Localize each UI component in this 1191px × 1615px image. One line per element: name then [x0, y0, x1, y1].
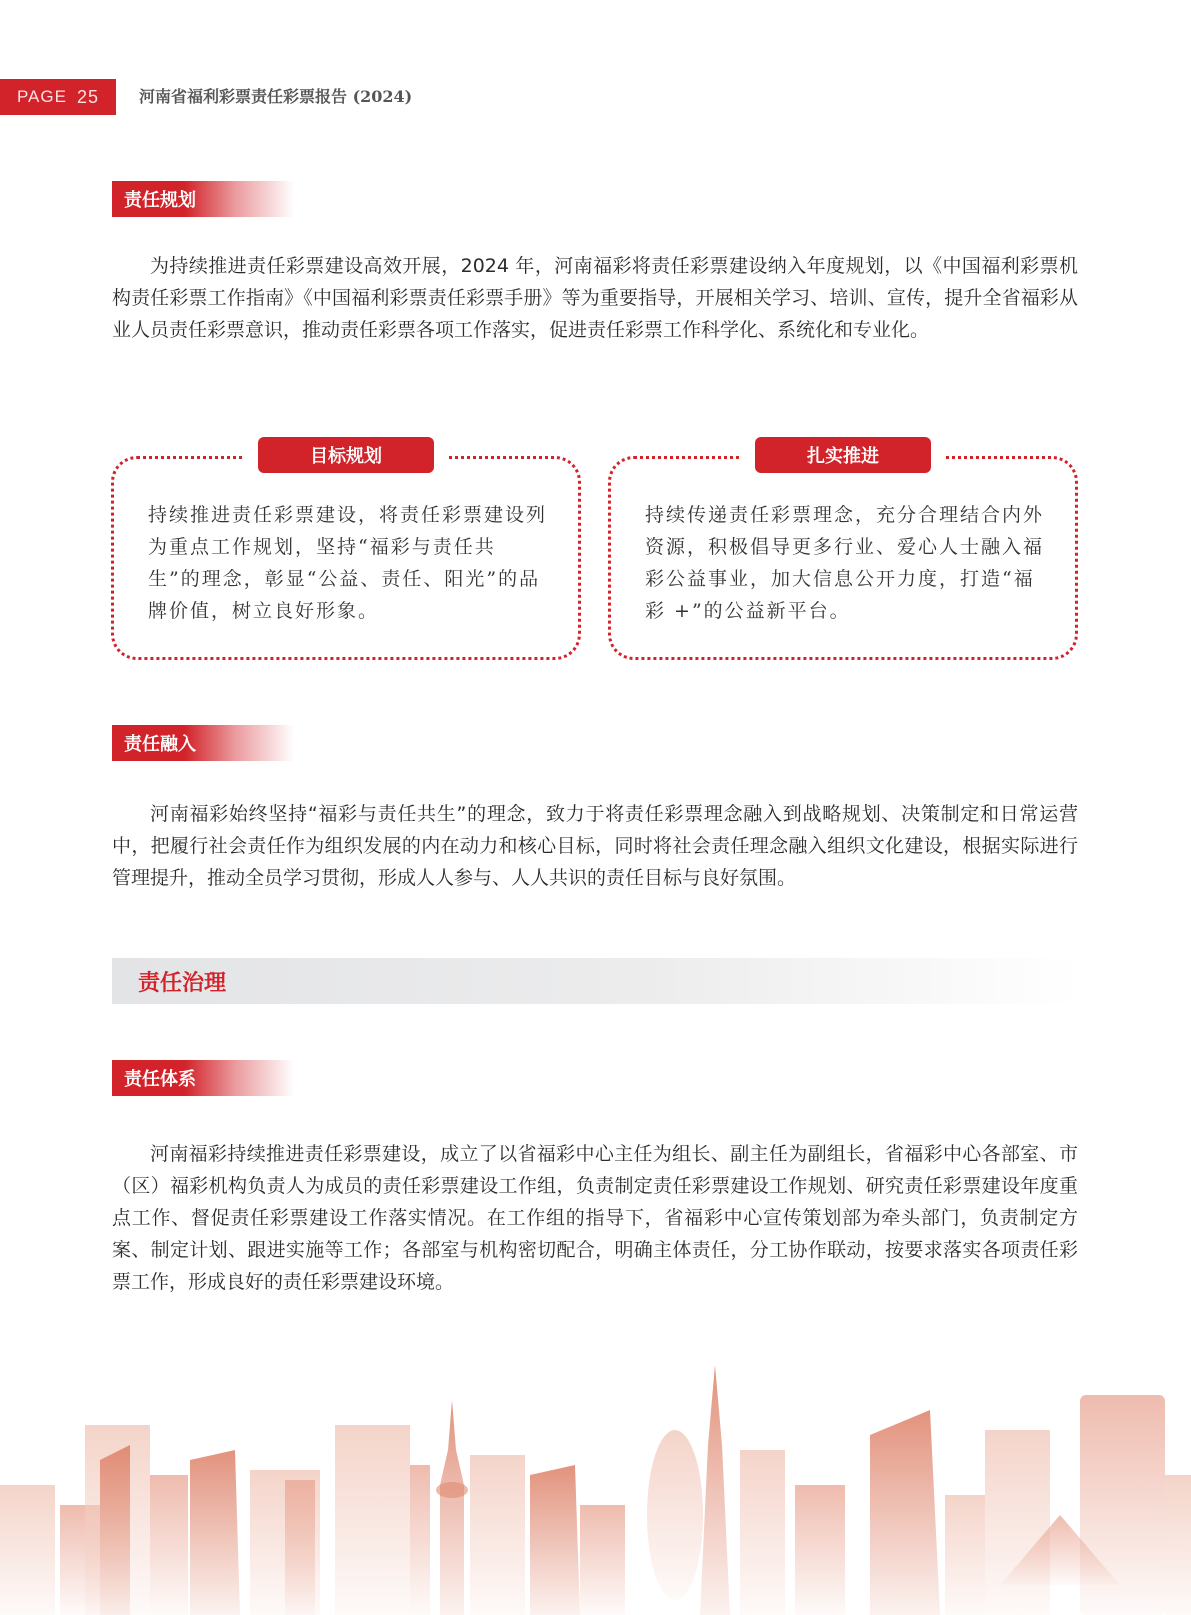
heading-text: 责任规划 [124, 190, 196, 211]
solid-progress-box [608, 446, 1078, 660]
goal-planning-box [111, 446, 581, 660]
heading-responsibility-integration [112, 725, 294, 761]
goal-planning-text: 持续推进责任彩票建设，将责任彩票建设列为重点工作规划，坚持“福彩与责任共生”的理念，彰显“公益、责任、阳光”的品牌价值，树立良好形象。 [148, 504, 548, 622]
page-number: 25 [76, 86, 99, 107]
running-title: 河南省福利彩票责任彩票报告 (2024) [139, 87, 413, 106]
solid-progress-title: 扎实推进 [755, 437, 931, 473]
integration-paragraph: 河南福彩始终坚持“福彩与责任共生”的理念，致力于将责任彩票理念融入到战略规划、决策制定和日常运营中，把履行社会责任作为组织发展的内在动力和核心目标，同时将社会责任理念融入组织文化建设，根据实际进行管理提升，推动全员学习贯彻，形成人人参与、人人共识的责任目标与良好氛围。 [112, 803, 1078, 889]
heading-responsibility-system [112, 1060, 294, 1096]
heading-text: 责任融入 [124, 734, 196, 755]
planning-paragraph: 为持续推进责任彩票建设高效开展，2024 年，河南福彩将责任彩票建设纳入年度规划，以《中国福利彩票机构责任彩票工作指南》《中国福利彩票责任彩票手册》等为重要指导，开展相关学习、培训、宣传，提升全省福彩从业人员责任彩票意识，推动责任彩票各项工作落实，促进责任彩票工作科学化、系统化和专业化。 [112, 255, 1078, 341]
page-label: PAGE [16, 87, 67, 106]
city-skyline-illustration [0, 1355, 1191, 1615]
section-title-bar [112, 958, 1078, 1004]
goal-planning-title: 目标规划 [258, 437, 434, 473]
section-title: 责任治理 [138, 970, 227, 996]
system-paragraph: 河南福彩持续推进责任彩票建设，成立了以省福彩中心主任为组长、副主任为副组长，省福彩中心各部室、市（区）福彩机构负责人为成员的责任彩票建设工作组，负责制定责任彩票建设工作规划、研究责任彩票建设年度重点工作、督促责任彩票建设工作落实情况。在工作组的指导下，省福彩中心宣传策划部为牵头部门，负责制定方案、制定计划、跟进实施等工作；各部室与机构密切配合，明确主体责任，分工协作联动，按要求落实各项责任彩票工作，形成良好的责任彩票建设环境。 [112, 1143, 1078, 1293]
solid-progress-text: 持续传递责任彩票理念，充分合理结合内外资源，积极倡导更多行业、爱心人士融入福彩公益事业，加大信息公开力度，打造“福彩 +”的公益新平台。 [645, 504, 1045, 622]
heading-text: 责任体系 [124, 1069, 196, 1090]
heading-responsibility-planning [112, 181, 294, 217]
page-number-tab [0, 79, 116, 115]
